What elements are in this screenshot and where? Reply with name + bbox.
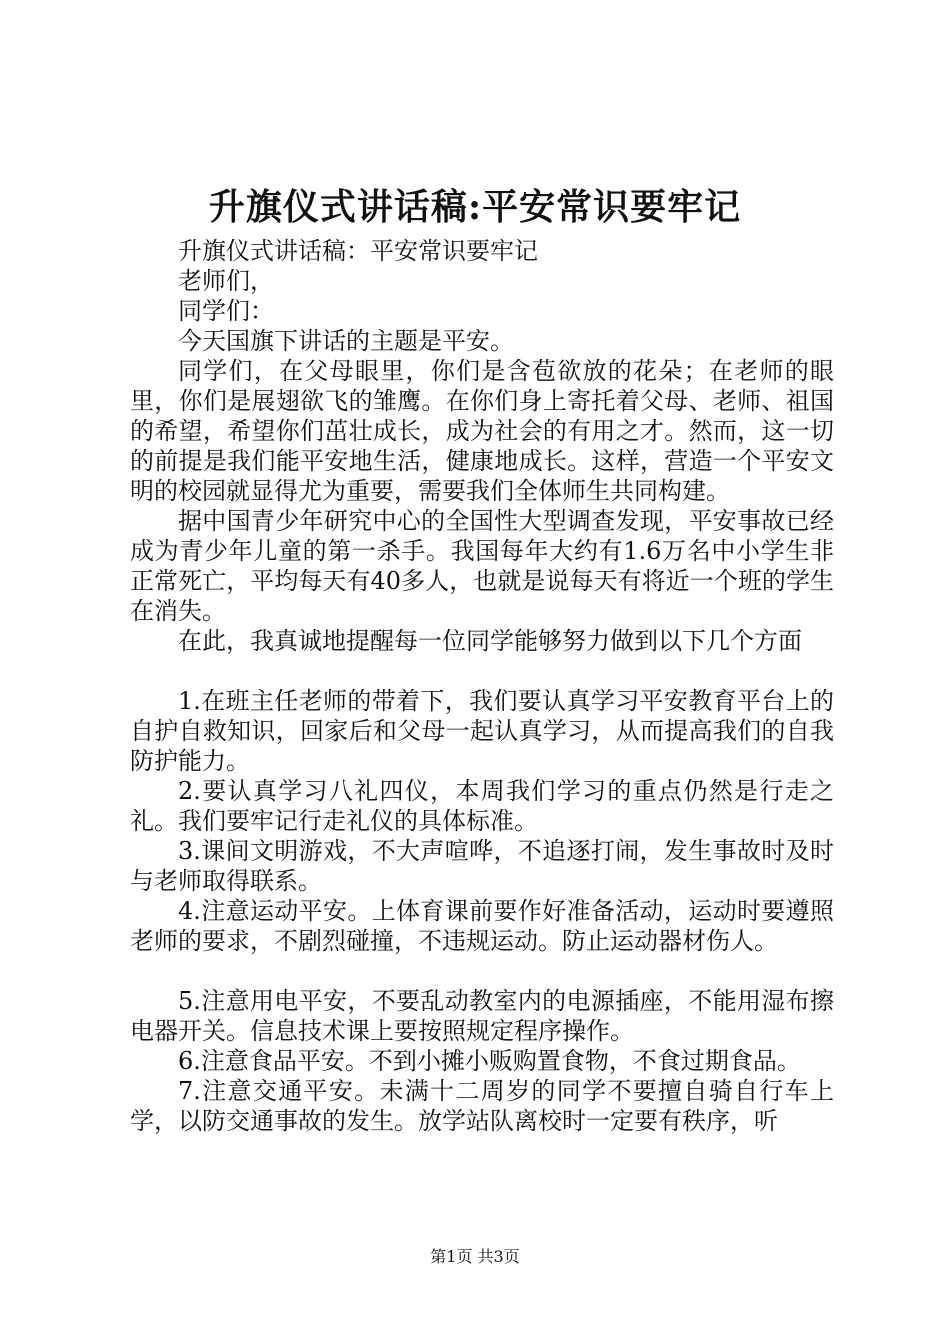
paragraph: 同学们： xyxy=(178,297,274,325)
list-item: 1.在班主任老师的带着下，我们要认真学习平安教育平台上的自护自救知识，回家后和父母一起认真学习，从而提高我们的自我防护能力。 xyxy=(130,687,834,775)
paragraph: 在此，我真诚地提醒每一位同学能够努力做到以下几个方面 xyxy=(178,627,802,655)
paragraph: 同学们，在父母眼里，你们是含苞欲放的花朵；在老师的眼里，你们是展翅欲飞的雏鹰。在你们身上寄托着父母、老师、祖国的希望，希望你们茁壮成长，成为社会的有用之才。然而，这一切的前提是我们能平安地生活，健康地成长。这样，营造一个平安文明的校园就显得尤为重要，需要我们全体师生共同构建。 xyxy=(130,357,834,505)
list-item: 7.注意交通平安。未满十二周岁的同学不要擅自骑自行车上学，以防交通事故的发生。放学站队离校时一定要有秩序，听 xyxy=(130,1077,834,1135)
document-body xyxy=(130,236,834,1136)
paragraph: 老师们， xyxy=(178,267,274,295)
list-item: 5.注意用电平安，不要乱动教室内的电源插座，不能用湿布擦电器开关。信息技术课上要按照规定程序操作。 xyxy=(130,987,834,1045)
list-item: 4.注意运动平安。上体育课前要作好准备活动，运动时要遵照老师的要求，不剧烈碰撞，不违规运动。防止运动器材伤人。 xyxy=(130,897,834,955)
list-item: 2.要认真学习八礼四仪，本周我们学习的重点仍然是行走之礼。我们要牢记行走礼仪的具体标准。 xyxy=(130,777,834,835)
list-item: 6.注意食品平安。不到小摊小贩购置食物，不食过期食品。 xyxy=(178,1047,801,1075)
page-footer: 第1页 共3页 xyxy=(430,1247,520,1266)
document-title: 升旗仪式讲话稿:平安常识要牢记 xyxy=(208,186,742,228)
list-item: 3.课间文明游戏，不大声喧哗，不追逐打闹，发生事故时及时与老师取得联系。 xyxy=(130,837,834,895)
paragraph: 据中国青少年研究中心的全国性大型调查发现，平安事故已经成为青少年儿童的第一杀手。我国每年大约有1.6万名中小学生非正常死亡，平均每天有40多人，也就是说每天有将近一个班的学生在消失。 xyxy=(130,507,834,625)
paragraph: 升旗仪式讲话稿：平安常识要牢记 xyxy=(178,237,538,265)
paragraph: 今天国旗下讲话的主题是平安。 xyxy=(178,327,514,355)
